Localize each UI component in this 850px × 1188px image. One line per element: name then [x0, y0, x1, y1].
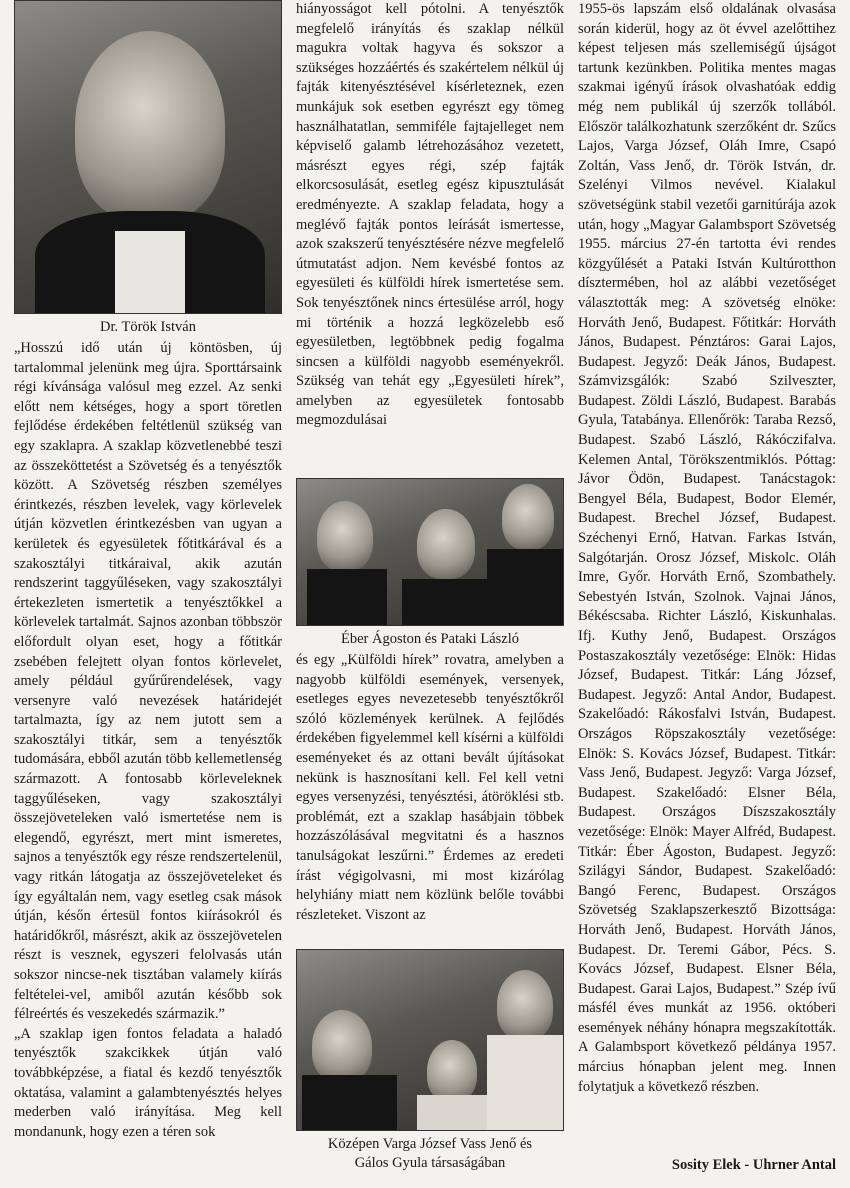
group-photo — [296, 478, 564, 626]
col2-paragraph-1: hiányosságot kell pótolni. A tenyésztők megfelelő irányítás és szaklap nélkül magukra voltak hagyva és sokszor a szükséges hozzáértés és szakértelem nélkül új fajták kitenyésztésével kísérleteznek, ezen munkájuk sok esetben egyrészt egy tömeg használhatatlan, semmiféle fajtajelleget nem képviselő galamb létrehozásához vezetett, másrészt egyes régi, szép fajták elkorcsosulását, esetleg egész kipusztulását eredményezte. A szaklap feladata, hogy a meglévő fajták pontos leírását ismertesse, azok szakszerű tenyésztésére nézve megfelelő útmutatást adjon. Nem kevésbé fontos az egyesületi és külföldi hírek ismertetése sem. Sok tenyésztőnek nincs értesülése arról, hogy mi történik a hozzá legközelebb eső egyesületben, legtöbbnek pedig fogalma sincsen a külföldi nagyobb eseményekről. Szükség van tehát egy „Egyesületi hírek”, amelyben az egyesületek fontosabb megmozdulásai — [296, 1, 564, 429]
col1-paragraph-2: „A szaklap igen fontos feladata a haladó tenyésztők szakcikkek útján való továbbképzése, a fiatal és kezdő tenyésztők oktatása, valamint a galambtenyésztés helyes mederben való irányítása. Meg kell mondanunk, hogy ezen a téren sok — [14, 1025, 282, 1140]
portrait-photo — [14, 0, 282, 314]
meeting-photo — [296, 949, 564, 1131]
group-caption: Éber Ágoston és Pataki László — [341, 631, 519, 647]
column-3 — [578, 0, 836, 1097]
column-1 — [14, 0, 282, 1142]
column-2 — [296, 0, 564, 1175]
portrait-caption: Dr. Török István — [100, 319, 196, 335]
meeting-caption: Középen Varga József Vass Jenő és Gálos Gyula társaságában — [327, 1136, 533, 1171]
col3-paragraph-1: 1955-ös lapszám első oldalának olvasása során kiderül, hogy az öt évvel azelőttihez képest teljesen más szellemiségű újságot tartunk kezünkben. Politika mentes magas szakmai igényű írások olvashatóak eddig még nem publikál új szerzők tollából. Először találkozhatunk szerzőként dr. Szűcs Lajos, Varga József, Oláh Imre, Csapó Zoltán, Vass Jenő, dr. Török István, dr. Szelényi Vilmos nevével. Kialakul szövetségünk stabil vezetői garnitúrája azok után, hogy „Magyar Galambsport Szövetség 1955. március 27-én tartotta évi rendes közgyűlését a Pataki István Kultúrotthon dísztermében, hol az alábbi vezetőséget választották meg: A szövetség elnöke: Horváth Jenő, Budapest. Főtitkár: Horváth János, Budapest. Pénztáros: Garai Lajos, Budapest. Jegyző: Deák János, Budapest. Számvizsgálók: Szabó Szilveszter, Budapest. Zöldi László, Budapest. Barabás Gyula, Tatabánya. Ellenőrök: Taraba Rezső, Budapest. Szabó László, Rákóczifalva. Kelemen Antal, Törökszentmiklós. Póttag: Jávor Ödön, Budapest. Tanácstagok: Bengyel Béla, Budapest, Bodor Elemér, Budapest. Brechel József, Budapest. Széchenyi Ernő, Hatvan. Farkas István, Salgótarján. Orosz József, Miskolc. Oláh Imre, Győr. Horváth Ernő, Szombathely. Sebestyén István, Szolnok. Vajnai János, Békéscsaba. Richter László, Kiskunhalas. Ifj. Kuthy Jenő, Budapest. Országos Postaszakosztály vezetősége: Elnök: Hidas József, Budapest. Titkár: Láng József, Budapest. Jegyző: Antal Andor, Budapest. Szakelőadó: Rákosfalvi István, Budapest. Országos Röpszakosztály vezetősége: Elnök: S. Kovács József, Budapest. Titkár: Vass Jenő, Budapest. Jegyző: Varga József, Budapest. Szakelőadó: Elsner Béla, Budapest. Országos Díszszakosztály vezetősége: Elnök: Mayer Alfréd, Budapest. Titkár: Éber Ágoston, Budapest. Jegyző: Szilágyi Sándor, Budapest. Szakelőadó: Bangó Ferenc, Budapest. Országos Szövetség Szaklapszerkesztő Bizottsága: Horváth Jenő, Budapest. Horváth János, Budapest. Dr. Teremi Gábor, Pécs. S. Kovács József, Budapest. Elsner Béla, Budapest. Garai Lajos, Budapest.” Szép ívű másfél éves munkát az 1956. októberi események néhány hónapra megszakították. A Galambsport következő példánya 1957. március hónapban jelent meg. Innen folytatjuk a következő részben. — [578, 1, 836, 1095]
author-signature: Sosity Elek - Uhrner Antal — [671, 1157, 836, 1173]
col2-paragraph-2: és egy „Külföldi hírek” rovatra, amelyben a nagyobb külföldi események, versenyek, esetleges egyes nevezetesebb tenyésztőkről szóló közlemények kerülnek. A fejlődés érdekében figyelemmel kell kísérni a külföldi eseményeket és az ottani bevált újításokat nekünk is hasznosítani kell. Fel kell vetni egyes versenyzési, tenyésztési, átöröklési stb. problémát, ezt a szaklap hasábjain többek hozzászólásával megvitatni és a hasznos tanulságokat leszűrni.” Érdemes az eredeti írást végigolvasni, mi most kizárólag helyhiány miatt nem közlünk belőle további részleteket. Viszont az — [296, 652, 564, 923]
col1-paragraph-1: „Hosszú idő után új köntösben, új tartalommal jelenünk meg újra. Sporttársaink régi kívánsága valósul meg ezzel. Az senki előtt nem kétséges, hogy a sport töretlen fejlődése érdekében feltétlenül szükség van egy szaklapra. A szaklap közvetlenebbé teszi az összeköttetést a Szövetség és a tenyésztők között. A Szövetség részben személyes érintkezés, részben levelek, vagy körlevelek útján közvetlen érintkezésben van ugyan a kerületek és egyesületek főtitkárával és a szakosztályi titkáraival, akik azután rendszerint taggyűléseken, vagy szakosztályi értekezleten ismertetik a tenyésztőkkel a körlevelek tartalmát. Sajnos azonban többször előfordult olyan eset, hogy a főtitkár zsebében felejtett olyan fontos körlevelet, amely például gyűrűrendelések, vagy versenyre való nevezések határidejét tartalmazta, így az nem jutott sem a szakosztályi titkár, sem a tenyésztők tudomására, ebből azután több kellemetlenség származott. A fontosabb körleveleknek taggyűléseken, vagy szakosztályi összejöveteleken való ismertetése nem is elegendő, egyrészt, mert mint ismeretes, sajnos a tenyésztők egy része rendszertelenül, vagy ritkán látogatja az összejöveteleket és így egyáltalán nem, vagy esetleg csak mások útján, későn értesül fontos kiírásokról és határidőkről, másrészt, akik az összejövetelen részt is vesznek, egyszeri felolvasás után sokszor nincse-nek tisztában valamely kiírás feltételei-vel, amiből azután később sok félreértés és veszekedés származik.” — [14, 340, 282, 1023]
